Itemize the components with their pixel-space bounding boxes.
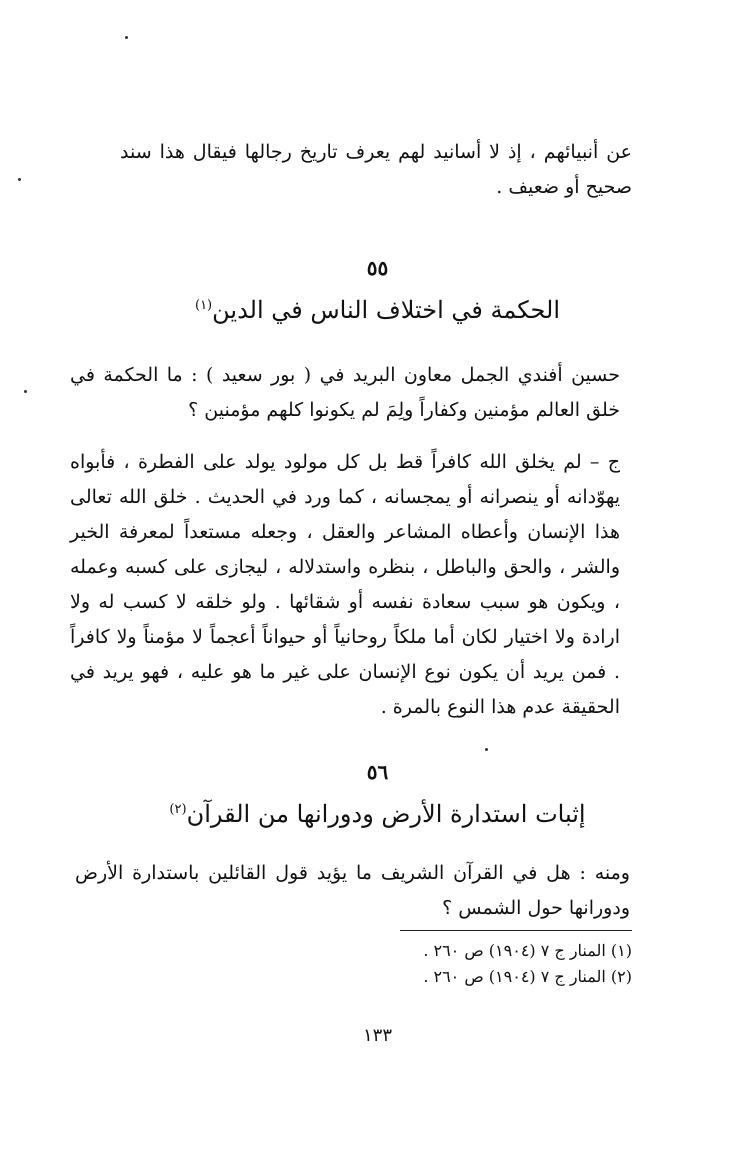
- scan-speck: [24, 390, 27, 393]
- footnotes: [360, 938, 632, 990]
- section-56-footnote-mark: (٢): [169, 802, 187, 817]
- section-55-footnote-mark: (١): [194, 298, 213, 313]
- section-55-question: [70, 358, 620, 428]
- intro-line-1: عن أنبيائهم ، إذ لا أسانيد لهم يعرف تاريخ رجالها فيقال هذا سند: [120, 141, 632, 163]
- section-55-question-text: حسين أفندي الجمل معاون البريد في ( بور سعيد ) : ما الحكمة في خلق العالم مؤمنين وكفاراً ولِمَ لم يكونوا كلهم مؤمنين ؟: [70, 364, 620, 421]
- section-55-number: ٥٥: [366, 256, 389, 280]
- section-56-question: [75, 856, 630, 926]
- section-55-answer-text: ج – لم يخلق الله كافراً قط بل كل مولود يولد على الفطرة ، فأبواه يهوّدانه أو ينصرانه أو يمجسانه ، كما ورد في الحديث . خلق الله تعالى هذا الإنسان وأعطاه المشاعر والعقل ، وجعله مستعداً لمعرفة الخير والشر ، والحق والباطل ، بنظره واستدلاله ، ليجازى على كسبه وعمله ، ويكون هو سبب سعادة نفسه أو شقائها . ولو خلقه لا كسب له ولا ارادة ولا اختيار لكان أما ملكاً روحانياً أو حيواناً أعجماً لا مؤمناً ولا كافراً . فمن يريد أن يكون نوع الإنسان على غير ما هو عليه ، فهو يريد في الحقيقة عدم هذا النوع بالمرة .: [70, 451, 620, 718]
- section-55-heading: [0, 296, 755, 324]
- section-55-title: الحكمة في اختلاف الناس في الدين: [212, 296, 560, 324]
- section-56-question-text: ومنه : هل في القرآن الشريف ما يؤيد قول القائلين باستدارة الأرض ودورانها حول الشمس ؟: [75, 862, 630, 919]
- section-56-number: ٥٦: [366, 760, 389, 784]
- section-56-heading: [0, 800, 755, 828]
- scan-speck: [485, 748, 488, 751]
- intro-line-2: صحيح أو ضعيف .: [496, 176, 632, 198]
- footnote-2: (٢) المنار ج ٧ (١٩٠٤) ص ٢٦٠ .: [423, 967, 632, 986]
- scan-speck: [18, 178, 21, 181]
- page-number: ١٣٣: [362, 1025, 392, 1046]
- section-55-answer: [70, 445, 620, 725]
- footnote-divider: [400, 930, 632, 931]
- scan-speck: [125, 36, 128, 39]
- section-56-title: إثبات استدارة الأرض ودورانها من القرآن: [186, 800, 586, 828]
- intro-paragraph: [120, 135, 632, 205]
- footnote-1: (١) المنار ج ٧ (١٩٠٤) ص ٢٦٠ .: [423, 941, 632, 960]
